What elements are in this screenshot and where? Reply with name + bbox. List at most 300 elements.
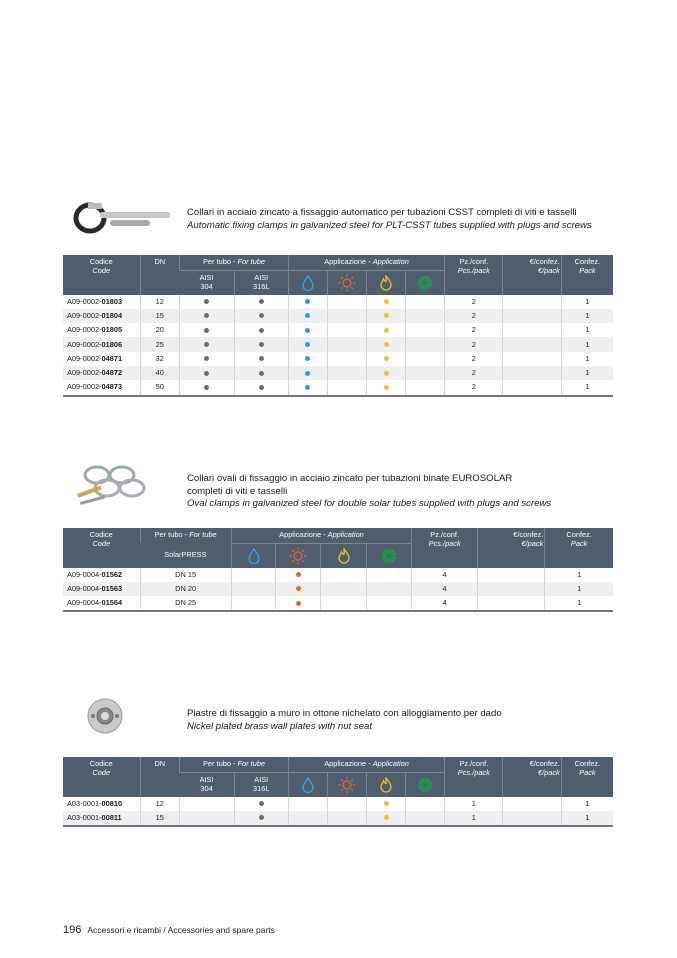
aisi-316l-cell: [234, 309, 288, 323]
pcs-it: Pz./conf.: [430, 530, 460, 539]
cooling-cell: [367, 568, 412, 582]
aisi-304-cell: [180, 811, 234, 826]
solar-sun-icon: [329, 274, 365, 292]
solar-cell: [328, 323, 367, 337]
pcs-cell: 2: [445, 337, 503, 351]
aisi-grade: 304: [200, 281, 213, 291]
solar-cell: [276, 568, 321, 582]
pack-cell: 1: [545, 568, 613, 582]
aisi-304-cell: [180, 380, 234, 395]
cooling-cell: [406, 366, 445, 380]
dn-cell: DN 20: [140, 582, 231, 596]
dn-cell: DN 15: [140, 568, 231, 582]
col-aisi-316l: [234, 772, 288, 797]
heating-flame-icon-header: [367, 772, 406, 797]
water-cell: [288, 352, 327, 366]
pack-en: Pack: [570, 538, 588, 548]
price-en: €/pack: [521, 538, 544, 548]
table-row: [63, 797, 613, 811]
aisi-316l-dot: [259, 313, 264, 318]
pcs-cell: 1: [445, 797, 503, 811]
title-en: Nickel plated brass wall plates with nut seat: [187, 720, 373, 732]
heating-cell: [321, 568, 367, 582]
code-suffix: 01806: [101, 339, 123, 349]
col-solarpress: [140, 543, 231, 568]
code-cell: [63, 295, 140, 309]
page-footer: [63, 924, 275, 936]
price-cell: [503, 380, 561, 395]
aisi-316l-dot: [259, 299, 264, 304]
cooling-cell: [406, 337, 445, 351]
col-pack: [561, 255, 613, 295]
pack-cell: 1: [545, 596, 613, 611]
app-en: Application: [327, 530, 364, 539]
table-row: [63, 811, 613, 826]
app-it: Applicazione -: [324, 257, 373, 266]
pack-cell: 1: [561, 309, 613, 323]
price-it: €/confez.: [529, 257, 560, 266]
product-table-2: [63, 528, 613, 612]
code-suffix: 01803: [101, 296, 123, 306]
aisi-304-cell: [180, 797, 234, 811]
code-prefix: A09-0002-: [67, 310, 102, 320]
code-cell: [63, 337, 140, 351]
aisi-316l-dot: [259, 328, 264, 333]
code-cell: [63, 309, 140, 323]
heating-dot: [384, 801, 389, 806]
code-prefix: A09-0004-: [67, 598, 102, 608]
water-cell: [288, 323, 327, 337]
solar-sun-icon-header: [328, 270, 367, 295]
code-prefix: A09-0002-: [67, 296, 102, 306]
aisi-304-dot: [204, 342, 209, 347]
col-pack: [561, 757, 613, 797]
dn-cell: 32: [140, 352, 180, 366]
solar-cell: [328, 309, 367, 323]
col-code: [63, 757, 140, 797]
water-cell: [288, 309, 327, 323]
water-dot: [305, 356, 310, 361]
section-1-table-wrap: [63, 255, 613, 397]
pcs-cell: 4: [412, 568, 478, 582]
aisi-label: AISI: [199, 775, 214, 784]
app-en: Application: [372, 759, 409, 768]
col-code: [63, 255, 140, 295]
aisi-316l-cell: [234, 295, 288, 309]
for-tube-it: Per tubo -: [203, 759, 238, 768]
section-1-title: [187, 207, 592, 232]
aisi-304-dot: [204, 371, 209, 376]
col-aisi-316l: [234, 270, 288, 295]
title-en: Oval clamps in galvanized steel for double solar tubes supplied with plugs and screws: [187, 498, 552, 509]
cooling-cell: [406, 309, 445, 323]
pcs-cell: 2: [445, 366, 503, 380]
code-cell: [63, 352, 140, 366]
page-number: 196: [63, 924, 82, 936]
water-cell: [288, 811, 327, 826]
pack-it: Confez.: [566, 530, 592, 539]
code-cell: [63, 323, 140, 337]
water-dot: [305, 371, 310, 376]
dn-label: DN: [154, 257, 166, 266]
pack-cell: 1: [561, 323, 613, 337]
table-row: [63, 323, 613, 337]
code-cell: [63, 568, 140, 582]
pcs-cell: 2: [445, 309, 503, 323]
aisi-316l-dot: [259, 371, 264, 376]
for-tube-it: Per tubo -: [203, 257, 238, 266]
pack-it: Confez.: [574, 759, 601, 768]
table-row: [63, 582, 613, 596]
heating-cell: [367, 309, 406, 323]
pack-en: Pack: [579, 265, 596, 275]
code-suffix: 01804: [101, 310, 123, 320]
code-prefix: A09-0002-: [67, 339, 102, 349]
col-aisi-304: [180, 270, 234, 295]
table-row: [63, 352, 613, 366]
code-en: Code: [92, 265, 111, 275]
cooling-icon: [407, 777, 443, 793]
solar-sun-icon-header: [328, 772, 367, 797]
water-dot: [305, 328, 310, 333]
solar-cell: [328, 352, 367, 366]
solar-cell: [276, 582, 321, 596]
code-prefix: A03-0001-: [67, 798, 102, 808]
pack-cell: 1: [561, 366, 613, 380]
aisi-316l-cell: [234, 337, 288, 351]
code-suffix: 01562: [101, 569, 123, 579]
section-2-table-wrap: [63, 528, 613, 612]
aisi-316l-cell: [234, 380, 288, 395]
cooling-cell: [406, 380, 445, 395]
heating-cell: [367, 797, 406, 811]
heating-flame-icon: [368, 275, 404, 291]
pack-cell: 1: [561, 380, 613, 395]
col-for-tube: [180, 255, 289, 270]
col-price-pack: [503, 757, 561, 797]
heating-dot: [384, 342, 389, 347]
heating-dot: [384, 299, 389, 304]
solar-sun-icon-header: [276, 543, 321, 568]
cooling-icon-header: [406, 772, 445, 797]
solar-dot: [296, 586, 301, 591]
cooling-cell: [367, 582, 412, 596]
water-drop-icon-header: [288, 270, 327, 295]
water-drop-icon-header: [288, 772, 327, 797]
aisi-316l-dot: [259, 385, 264, 390]
table-row: [63, 568, 613, 582]
pack-cell: 1: [561, 797, 613, 811]
code-suffix: 01805: [101, 325, 123, 335]
water-cell: [288, 366, 327, 380]
title-it: Collari ovali di fissaggio in acciaio zincato per tubazioni binate EUROSOLAR: [187, 473, 513, 484]
aisi-304-cell: [180, 295, 234, 309]
table-row: [63, 366, 613, 380]
col-aisi-304: [180, 772, 234, 797]
water-cell: [231, 582, 276, 596]
heating-dot: [384, 371, 389, 376]
dn-label: DN: [154, 759, 166, 768]
code-it: Codice: [89, 530, 113, 539]
pcs-cell: 2: [445, 323, 503, 337]
pack-cell: 1: [545, 582, 613, 596]
dn-cell: 20: [140, 323, 180, 337]
aisi-316l-dot: [259, 815, 264, 820]
section-3-title: [187, 708, 502, 733]
code-suffix: 00810: [101, 798, 123, 808]
app-it: Applicazione -: [279, 530, 328, 539]
col-dn: [140, 255, 180, 295]
water-dot: [305, 342, 310, 347]
section-2-title: [187, 473, 551, 511]
price-en: €/pack: [537, 265, 560, 275]
aisi-316l-cell: [234, 797, 288, 811]
cooling-icon-header: [406, 270, 445, 295]
table-row: [63, 295, 613, 309]
aisi-316l-cell: [234, 366, 288, 380]
app-it: Applicazione -: [324, 759, 373, 768]
pcs-cell: 2: [445, 380, 503, 395]
price-en: €/pack: [537, 767, 560, 777]
heating-flame-icon-header: [367, 270, 406, 295]
price-cell: [503, 323, 561, 337]
price-cell: [503, 811, 561, 826]
pack-it: Confez.: [574, 257, 601, 266]
aisi-304-cell: [180, 352, 234, 366]
heating-flame-icon: [368, 777, 404, 793]
col-for-tube: [140, 528, 231, 543]
table-row: [63, 337, 613, 351]
code-cell: [63, 380, 140, 395]
water-cell: [288, 295, 327, 309]
aisi-304-cell: [180, 366, 234, 380]
heating-dot: [384, 328, 389, 333]
col-code: [63, 528, 140, 568]
code-cell: [63, 582, 140, 596]
code-suffix: 01564: [101, 598, 123, 608]
water-cell: [288, 797, 327, 811]
code-cell: [63, 596, 140, 611]
col-for-tube: [180, 757, 289, 772]
heating-cell: [321, 582, 367, 596]
table-row: [63, 596, 613, 611]
cooling-cell: [406, 323, 445, 337]
heating-flame-icon-header: [321, 543, 367, 568]
pcs-en: Pcs./pack: [457, 265, 490, 275]
aisi-label: AISI: [254, 273, 269, 282]
dn-cell: 12: [140, 797, 180, 811]
heating-cell: [321, 596, 367, 611]
cooling-cell: [406, 295, 445, 309]
code-prefix: A09-0004-: [67, 569, 102, 579]
col-application: [288, 757, 444, 772]
aisi-label: AISI: [199, 273, 214, 282]
solar-cell: [328, 366, 367, 380]
water-cell: [231, 568, 276, 582]
solarpress-label: SolarPRESS: [164, 550, 207, 559]
heating-flame-icon: [322, 548, 365, 564]
code-cell: [63, 366, 140, 380]
solar-cell: [328, 337, 367, 351]
price-cell: [478, 568, 545, 582]
pcs-cell: 4: [412, 596, 478, 611]
solar-sun-icon: [277, 547, 319, 565]
pack-cell: 1: [561, 811, 613, 826]
price-cell: [503, 337, 561, 351]
pcs-it: Pz./conf.: [459, 257, 489, 266]
section-3-table-wrap: [63, 757, 613, 827]
price-cell: [478, 582, 545, 596]
code-prefix: A09-0004-: [67, 583, 102, 593]
solar-dot: [296, 572, 301, 577]
water-drop-icon: [290, 275, 326, 291]
water-drop-icon-header: [231, 543, 276, 568]
heating-cell: [367, 811, 406, 826]
dn-cell: 25: [140, 337, 180, 351]
product-table-1: [63, 255, 613, 397]
heating-dot: [384, 313, 389, 318]
heating-cell: [367, 380, 406, 395]
water-dot: [305, 313, 310, 318]
pcs-cell: 4: [412, 582, 478, 596]
pcs-en: Pcs./pack: [428, 538, 461, 548]
water-dot: [305, 385, 310, 390]
aisi-grade: 316L: [253, 783, 270, 793]
wall-plate-product-image: [86, 697, 124, 735]
solar-cell: [328, 380, 367, 395]
code-suffix: 04873: [101, 382, 123, 392]
solar-sun-icon: [329, 776, 365, 794]
cooling-icon: [407, 275, 443, 291]
pack-cell: 1: [561, 352, 613, 366]
col-price-pack: [503, 255, 561, 295]
title-it-line2: completi di viti e tasselli: [187, 485, 288, 497]
aisi-316l-cell: [234, 352, 288, 366]
pack-cell: 1: [561, 295, 613, 309]
water-cell: [288, 380, 327, 395]
price-cell: [503, 352, 561, 366]
aisi-304-dot: [204, 313, 209, 318]
code-prefix: A03-0001-: [67, 812, 102, 822]
code-suffix: 01563: [101, 583, 123, 593]
dn-cell: 15: [140, 811, 180, 826]
cooling-icon-header: [367, 543, 412, 568]
dn-cell: 50: [140, 380, 180, 395]
heating-cell: [367, 337, 406, 351]
code-en: Code: [92, 538, 111, 548]
water-drop-icon: [290, 777, 326, 793]
pcs-cell: 2: [445, 352, 503, 366]
water-cell: [231, 596, 276, 611]
aisi-316l-dot: [259, 356, 264, 361]
col-pcs-pack: [445, 255, 503, 295]
code-it: Codice: [89, 257, 113, 266]
aisi-316l-cell: [234, 811, 288, 826]
dn-cell: 40: [140, 366, 180, 380]
pack-en: Pack: [579, 767, 596, 777]
aisi-grade: 316L: [253, 281, 270, 291]
aisi-304-dot: [204, 356, 209, 361]
app-en: Application: [372, 257, 409, 266]
col-price-pack: [478, 528, 545, 568]
pcs-cell: 1: [445, 811, 503, 826]
pcs-en: Pcs./pack: [457, 767, 490, 777]
pcs-cell: 2: [445, 295, 503, 309]
aisi-304-dot: [204, 299, 209, 304]
pack-cell: 1: [561, 337, 613, 351]
for-tube-en: For tube: [237, 759, 266, 768]
code-cell: [63, 811, 140, 826]
code-suffix: 04871: [101, 353, 123, 363]
price-cell: [503, 366, 561, 380]
col-application: [231, 528, 411, 543]
code-en: Code: [92, 767, 111, 777]
heating-cell: [367, 366, 406, 380]
table-row: [63, 380, 613, 395]
code-prefix: A09-0002-: [67, 353, 102, 363]
price-it: €/confez.: [513, 530, 544, 539]
col-pcs-pack: [412, 528, 478, 568]
cooling-cell: [406, 811, 445, 826]
aisi-label: AISI: [254, 775, 269, 784]
price-cell: [503, 309, 561, 323]
for-tube-it: Per tubo -: [154, 530, 190, 539]
solar-cell: [328, 797, 367, 811]
water-drop-icon: [233, 548, 275, 564]
aisi-316l-dot: [259, 342, 264, 347]
code-it: Codice: [89, 759, 113, 768]
heating-dot: [384, 356, 389, 361]
code-suffix: 04872: [101, 368, 123, 378]
solar-cell: [276, 596, 321, 611]
aisi-316l-cell: [234, 323, 288, 337]
col-pack: [545, 528, 613, 568]
solar-cell: [328, 811, 367, 826]
title-it: Piastre di fissaggio a muro in ottone nichelato con alloggiamento per dado: [187, 708, 502, 719]
code-suffix: 00811: [101, 812, 122, 822]
aisi-304-cell: [180, 337, 234, 351]
solar-cell: [328, 295, 367, 309]
dn-cell: 15: [140, 309, 180, 323]
price-cell: [478, 596, 545, 611]
cooling-cell: [406, 797, 445, 811]
title-it: Collari in acciaio zincato a fissaggio automatico per tubazioni CSST completi di viti e tasselli: [187, 207, 577, 218]
table-row: [63, 309, 613, 323]
cooling-cell: [406, 352, 445, 366]
clamp-product-image: [70, 198, 180, 238]
price-cell: [503, 295, 561, 309]
heating-dot: [384, 815, 389, 820]
pcs-it: Pz./conf.: [459, 759, 489, 768]
code-prefix: A09-0002-: [67, 325, 102, 335]
heating-cell: [367, 295, 406, 309]
aisi-316l-dot: [259, 801, 264, 806]
oval-clamp-product-image: [72, 460, 152, 510]
dn-cell: DN 25: [140, 596, 231, 611]
for-tube-en: For tube: [189, 530, 217, 539]
footer-section-label: Accessori e ricambi / Accessories and spare parts: [87, 925, 275, 935]
aisi-304-cell: [180, 309, 234, 323]
water-cell: [288, 337, 327, 351]
water-dot: [305, 299, 310, 304]
code-prefix: A09-0002-: [67, 382, 102, 392]
dn-cell: 12: [140, 295, 180, 309]
price-it: €/confez.: [529, 759, 560, 768]
cooling-icon: [368, 548, 410, 564]
aisi-304-cell: [180, 323, 234, 337]
title-en: Automatic fixing clamps in galvanized steel for PLT-CSST tubes supplied with plugs and screws: [187, 219, 592, 231]
solar-dot: [296, 601, 301, 606]
